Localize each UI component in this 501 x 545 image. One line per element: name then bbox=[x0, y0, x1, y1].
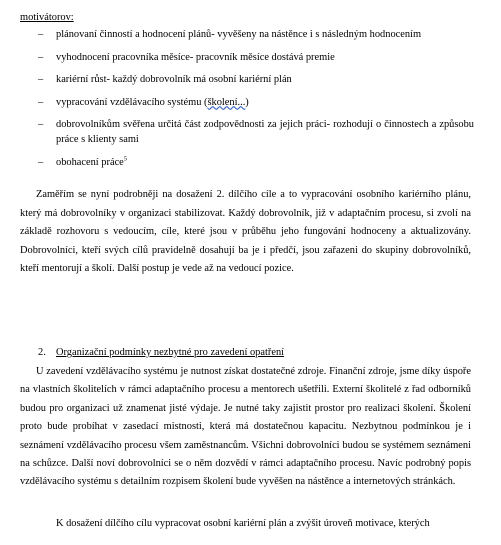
list-item bbox=[0, 95, 490, 110]
dash-bullet: – bbox=[38, 156, 44, 168]
list-item bbox=[0, 27, 490, 42]
list-item-text: plánovaní činností a hodnocení plánů- vyvěšeny na nástěnce i s následným hodnocením bbox=[56, 29, 422, 40]
list-item bbox=[0, 117, 490, 147]
dash-bullet: – bbox=[38, 119, 44, 130]
list-item-text: dobrovolníkům svěřena určitá část zodpovědnosti za jejich práci- rozhodují o činnostech a způsobu práce s klienty sami bbox=[56, 119, 474, 145]
list-item-text-end: ) bbox=[245, 96, 249, 108]
list-item-text: obohacení práce bbox=[56, 156, 124, 168]
section-number: 2. bbox=[38, 347, 46, 358]
list-item bbox=[0, 50, 490, 65]
dash-bullet: – bbox=[38, 74, 44, 85]
list-heading: motivátorov: bbox=[20, 12, 74, 23]
list-item-text: vyhodnocení pracovníka měsíce- pracovník měsíce dostává premie bbox=[56, 51, 335, 63]
motivators-list bbox=[0, 27, 490, 177]
paragraph-conditions: U zavedení vzdělávacího systému je nutnost získat dostatečné zdroje. Finanční zdroje, jsme díky úspoře na vlastních školitelích v rámci adaptačního procesu a mentorech ušetřili. Externí školitelé z řad odborníků budou pro organizaci už znamenat jisté výdaje. Je nutné taky zajistit prostor pro realizaci školení. Školení proto bude probíhat v zasedací mistnosti, která má dostatečnou kapacitu. Nezbytnou podmínkou je i seznámení vzdělávacího procesu všem zaměstnancům. Všichni dobrovolníci budou se systémem seznámeni na schůzce. Další noví dobrovolníci se o něm dozvědí v rámci adaptačního procesu. Navíc podrobný popis vzdělávacího systému s detailním rozpisem školení bude vyvěšen na nástěnce a internetových stránkách. bbox=[20, 366, 471, 488]
dash-bullet: – bbox=[38, 96, 44, 108]
list-item bbox=[0, 72, 490, 87]
paragraph-continued: K dosažení dílčího cílu vypracovat osobní kariérní plán a zvýšit úroveň motivace, kterých bbox=[56, 518, 430, 529]
footnote-reference[interactable]: 5 bbox=[123, 155, 128, 163]
list-item-text: vypracování vzdělávacího systému ( bbox=[56, 96, 208, 108]
section-title: Organizační podmínky nezbytné pro zavedení opatření bbox=[56, 347, 285, 358]
list-item bbox=[0, 155, 490, 170]
paragraph-career-plan: Zaměřím se nyní podrobněji na dosažení 2. dílčího cíle a to vypracování osobního kariérního plánu, který má dobrovolníky v organizaci stabilizovat. Každý dobrovolník, již v adaptačním procesu, si zvolí na základě rozhovoru s vedoucím, cíle, které jsou v průběhu jeho fungování hodnoceny a aktualizovány. Dobrovolníci, kteří svých cílů pravidelně dosahují ba je i předčí, jsou zařazeni do skupiny dobrovolníků, kteří mentorují a školí. Další postup je vede až na vedoucí pozice. bbox=[20, 189, 471, 274]
list-item-text: kariérní růst- každý dobrovolník má osobní kariérní plán bbox=[56, 74, 292, 85]
section-heading bbox=[38, 345, 284, 360]
dash-bullet: – bbox=[38, 51, 44, 63]
spellcheck-marked-text: školení... bbox=[207, 96, 246, 108]
dash-bullet: – bbox=[38, 29, 44, 40]
